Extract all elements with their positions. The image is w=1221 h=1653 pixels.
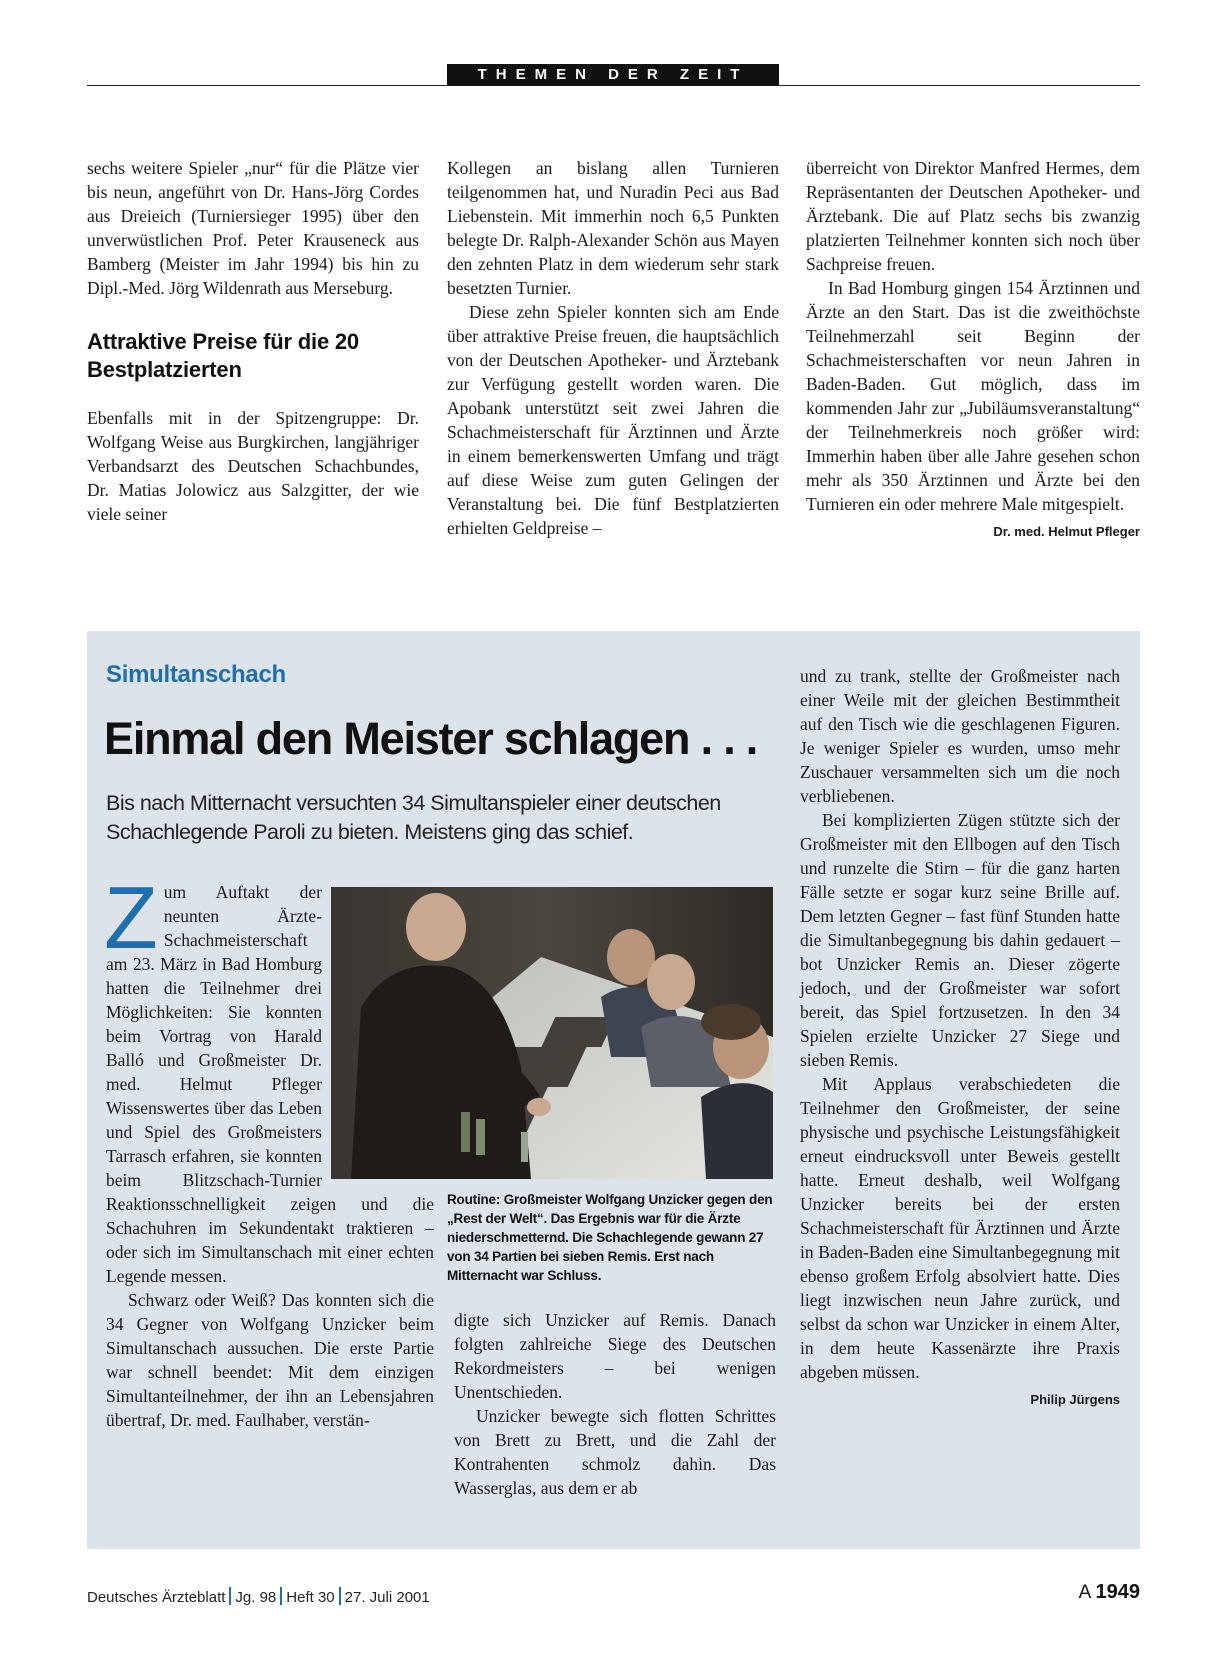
top-col3-paragraph-2: In Bad Homburg gingen 154 Ärztinnen und Ärzte an den Start. Das ist die zweithöchste Teilnehmerzahl seit Beginn der Schachmeisterschaften vor neun Jahren in Baden-Baden. Gut möglich, dass im kommenden Jahr zur „Jubiläumsveranstaltung“ der Teilnehmerkreis noch größer wird: Immerhin haben über alle Jahre gesehen schon mehr als 350 Ärztinnen und Ärzte bei den Turnieren ein oder mehrere Male mitgespielt. <box>806 278 1140 514</box>
box-col3-paragraph-1: und zu trank, stellte der Großmeister nach einer Weile mit der gleichen Bestimmtheit auf den Tisch wie die geschlagenen Figuren. Je weniger Spieler es wurden, umso mehr Zuschauer versammelten sich um die noch verbliebenen. <box>800 666 1120 806</box>
top-col2-paragraph-2: Diese zehn Spieler konnten sich am Ende über attraktive Preise freuen, die hauptsächlich von der Deutschen Apotheker- und Ärztebank zur Verfügung gestellt worden waren. Die Apobank unterstützt seit zwei Jahren die Schachmeisterschaft für Ärztinnen und Ärzte in einem bemerkenswerten Umfang und trägt auf diese Weise zum guten Gelingen der Veranstaltung bei. Die fünf Bestplatzierten erhielten Geldpreise – <box>447 302 779 538</box>
top-column-1 <box>87 156 419 526</box>
drop-cap: Z <box>104 868 158 967</box>
top-column-2 <box>447 156 779 540</box>
footer-separator <box>229 1587 231 1605</box>
box-author-signature: Philip Jürgens <box>1030 1392 1120 1407</box>
journal-name: Deutsches Ärzteblatt <box>87 1589 226 1606</box>
top-col1-paragraph-2: Ebenfalls mit in der Spitzengruppe: Dr. Wolfgang Weise aus Burgkirchen, langjähriger Verbandsarzt des Deutschen Schachbundes, Dr. Matias Jolowicz aus Salzgitter, der wie viele seiner <box>87 408 419 524</box>
page-number <box>1079 1581 1140 1604</box>
box-column-3 <box>800 664 1120 1412</box>
author-signature: Dr. med. Helmut Pfleger <box>993 524 1140 539</box>
subheading: Attraktive Preise für die 20 Bestplatzierten <box>87 329 359 382</box>
box-col3-paragraph-2: Bei komplizierten Zügen stützte sich der Großmeister mit den Ellbogen auf den Tisch und runzelte die Stirn – für die ganz harten Fälle setzte er sogar kurz seine Brille auf. Dem letzten Gegner – fast fünf Stunden hatte die Simultanbegegnung bis dahin gedauert – bot Unzicker Remis an. Dieser zögerte jedoch, und der Großmeister war sofort bereit, das Spiel fortzusetzen. In den 34 Spielen erzielte Unzicker 27 Siege und sieben Remis. <box>800 810 1120 1070</box>
box-col3-paragraph-3: Mit Applaus verabschiedeten die Teilnehmer den Großmeister, der seine physische und psychische Leistungsfähigkeit erneut eindrucksvoll unter Beweis gestellt hatte. Erneut deshalb, weil Wolfgang Unzicker bereits bei der ersten Schachmeisterschaft für Ärztinnen und Ärzte in Baden-Baden eine Simultanbegegnung mit ebenso großem Erfolg absolviert hatte. Dies liegt inzwischen neun Jahre zurück, und selbst da schon war Unzicker in einem Alter, in dem heute Kassenärzte ihre Praxis abgeben müssen. <box>800 1074 1120 1382</box>
chess-photo <box>331 887 773 1179</box>
journal-issue: Heft 30 <box>286 1589 335 1606</box>
box-col1-paragraph-2: Schwarz oder Weiß? Das konnten sich die 34 Gegner von Wolfgang Unzicker beim Simultanschach aussuchen. Die erste Partie war schnell beendet: Mit dem einzigen Simultanteilnehmer, der ihn an Lebensjahren übertraf, Dr. med. Faulhaber, verstän- <box>106 1290 434 1430</box>
page-prefix: A <box>1078 1582 1091 1603</box>
box-col2-paragraph-2: Unzicker bewegte sich flotten Schrittes von Brett zu Brett, und die Zahl der Kontrahenten schmolz dahin. Das Wasserglas, aus dem er ab <box>454 1406 776 1498</box>
top-col2-paragraph-1: Kollegen an bislang allen Turnieren teilgenommen hat, und Nuradin Peci aus Bad Liebenstein. Mit immerhin noch 6,5 Punkten belegte Dr. Ralph-Alexander Schön aus Mayen den zehnten Platz in dem wiederum sehr stark besetzten Turnier. <box>447 158 779 298</box>
box-column-2 <box>454 1308 776 1500</box>
page-number-value: 1949 <box>1095 1581 1140 1603</box>
journal-date: 27. Juli 2001 <box>344 1589 430 1606</box>
journal-volume: Jg. 98 <box>235 1589 277 1606</box>
article-headline: Einmal den Meister schlagen . . . <box>104 713 758 764</box>
photo-caption: Routine: Großmeister Wolfgang Unzicker gegen den „Rest der Welt“. Das Ergebnis war für die Ärzte niederschmetternd. Die Schachlegende gewann 27 von 34 Partien bei sieben Remis. Erst nach Mitternacht war Schluss. <box>447 1192 773 1283</box>
top-col1-paragraph-1: sechs weitere Spieler „nur“ für die Plätze vier bis neun, angeführt von Dr. Hans-Jörg Cordes aus Dreieich (Turniersieger 1995) über den unverwüstlichen Prof. Peter Krauseneck aus Bamberg (Meister im Jahr 1994) bis hin zu Dipl.-Med. Jörg Wildenrath aus Merseburg. <box>87 158 419 298</box>
article-kicker: Simultanschach <box>106 661 286 688</box>
top-col3-paragraph-1: überreicht von Direktor Manfred Hermes, dem Repräsentanten der Deutschen Apotheker- und Ärztebank. Die auf Platz sechs bis zwanzig platzierten Teilnehmer konnten sich noch über Sachpreise freuen. <box>806 158 1140 274</box>
article-deck: Bis nach Mitternacht versuchten 34 Simultanspieler einer deutschen Schachlegende Paroli zu bieten. Meistens ging das schief. <box>106 791 721 844</box>
box-col1-paragraph-1: Zum Auftakt der neunten Ärzte-Schachmeisterschaft am 23. März in Bad Homburg hatten die Teilnehmer drei Möglichkeiten: Sie konnten beim Vortrag von Harald Balló und Großmeister Dr. med. Helmut Pfleger Wissenswertes über das Leben und Spiel des Großmeisters Tarrasch erfahren, sie konnten beim Blitzschach-Turnier Reaktionsschnelligkeit zeigen und die Schachuhren im Sekundentakt traktieren – oder sich im Simultanschach mit einer echten Legende messen. <box>104 868 434 1286</box>
section-label: THEMEN DER ZEIT <box>447 64 779 86</box>
footer-separator <box>280 1587 282 1605</box>
top-column-3 <box>806 156 1140 544</box>
box-col2-paragraph-1: digte sich Unzicker auf Remis. Danach folgten zahlreiche Siege des Deutschen Rekordmeisters – bei wenigen Unentschieden. <box>454 1310 776 1402</box>
footer-separator <box>339 1587 341 1605</box>
page-footer <box>87 1587 430 1606</box>
